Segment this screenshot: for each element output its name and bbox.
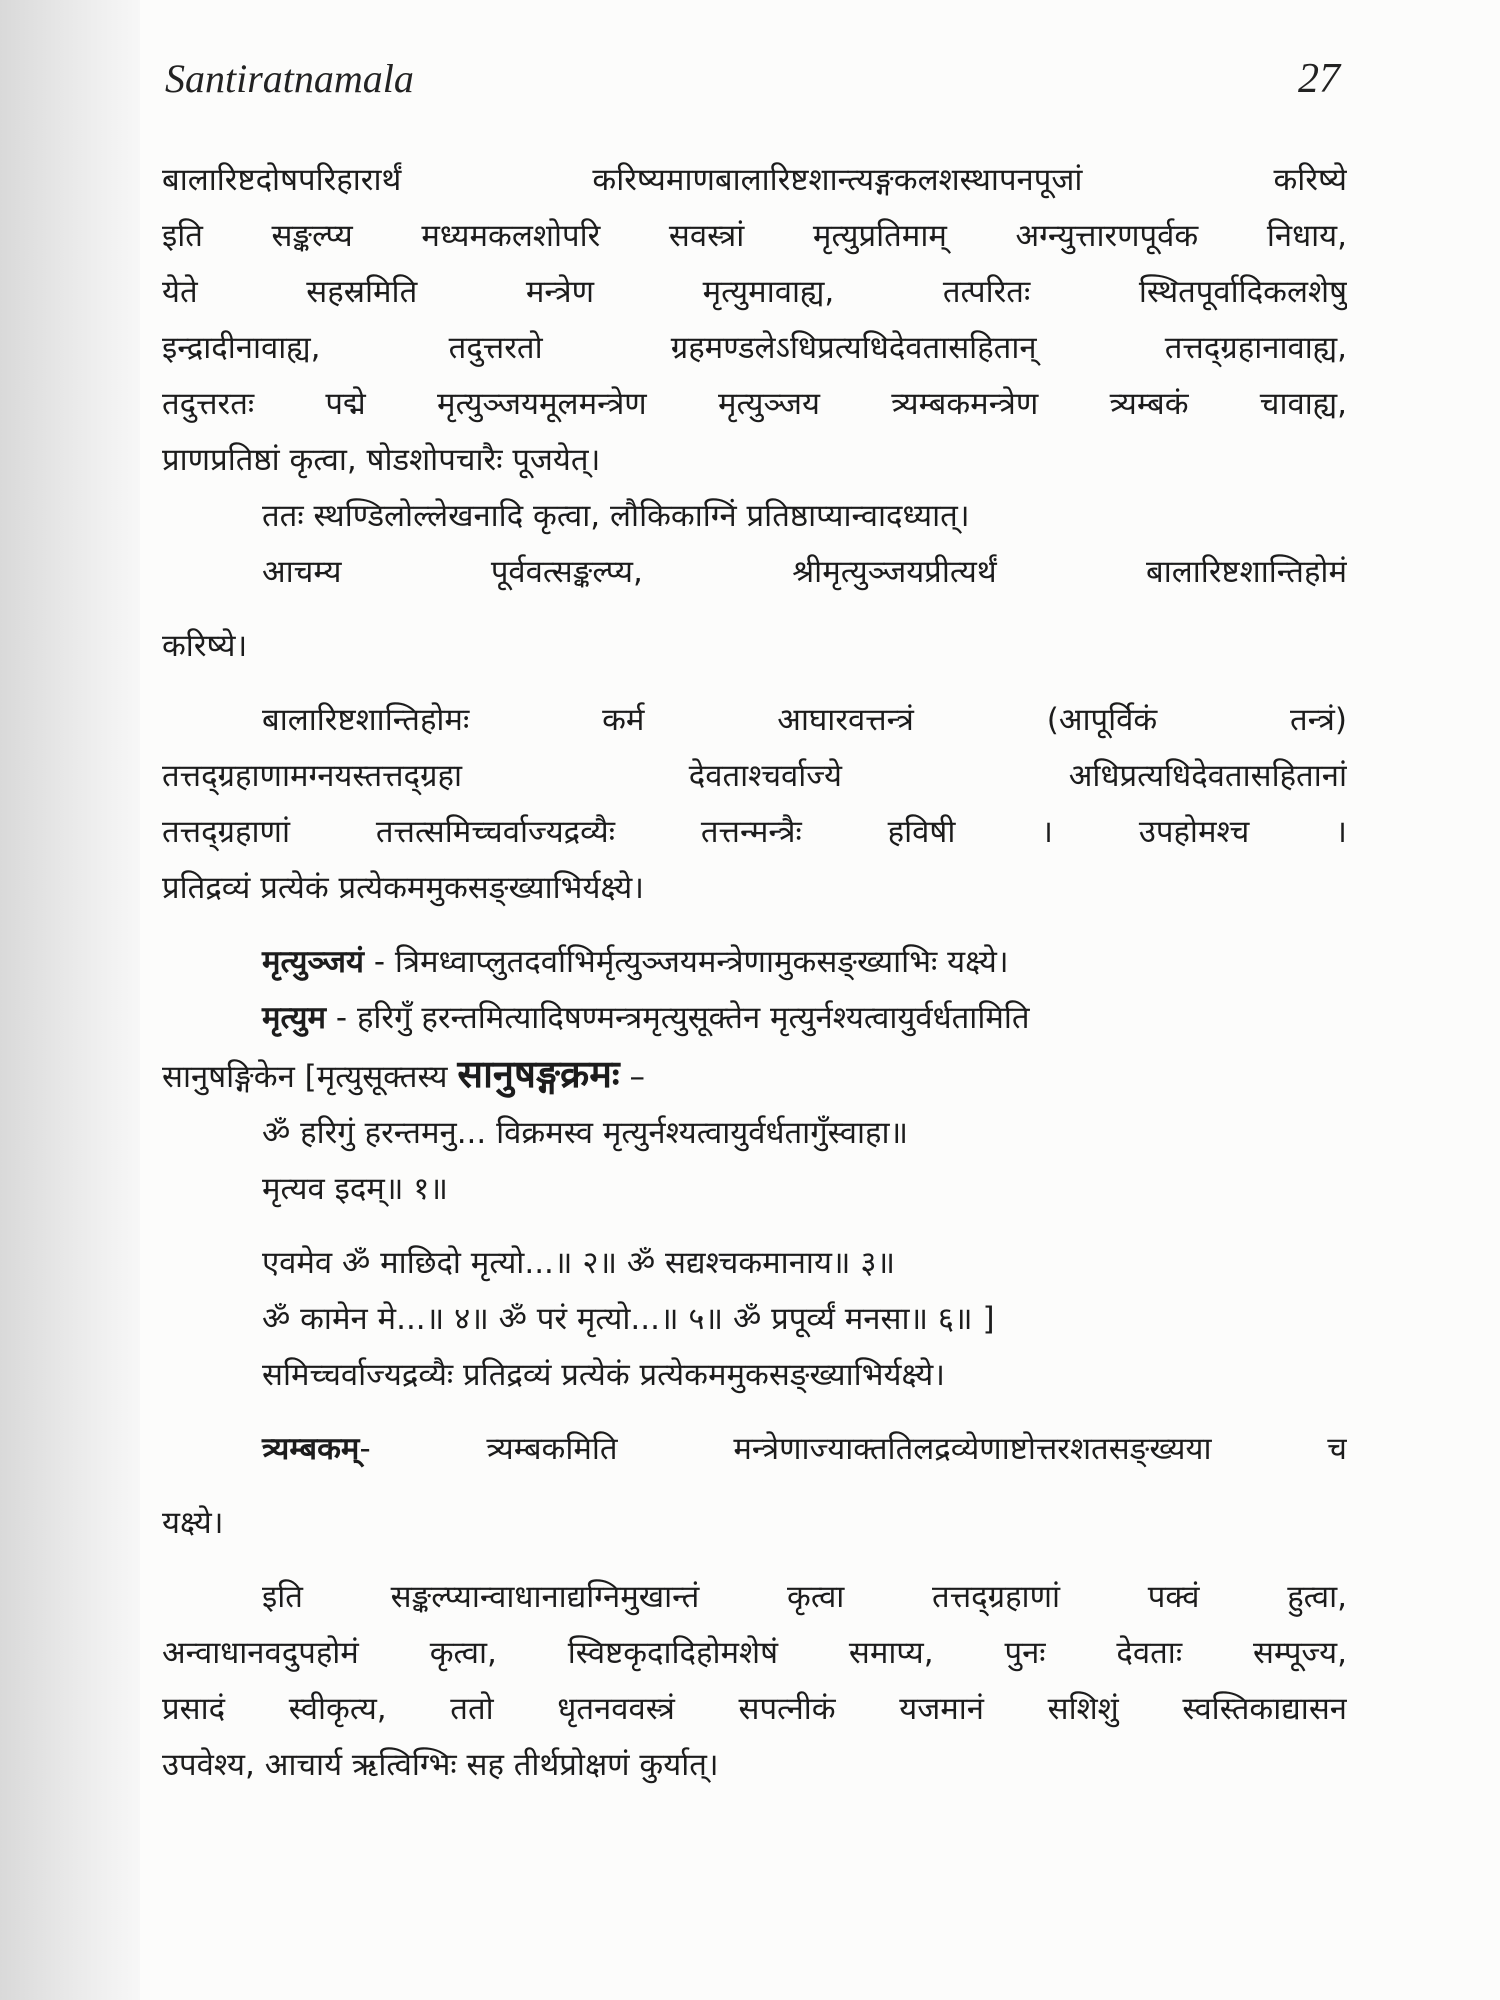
text-line	[162, 1421, 1347, 1477]
paragraph-sankalpa	[162, 152, 1347, 488]
text-line: बालारिष्टशान्तिहोमः कर्म आघारवत्तन्त्रं (आपूर्विकं तन्त्रं)	[262, 702, 1347, 738]
text-line: प्राणप्रतिष्ठां कृत्वा, षोडशोपचारैः पूजयेत्।	[162, 442, 601, 478]
text-line	[162, 934, 1347, 990]
text-line: तत्तद्ग्रहाणां तत्तत्समिच्चर्वाज्यद्रव्यैः तत्तन्मन्त्रैः हविषी । उपहोमश्च ।	[162, 814, 1347, 850]
mantra-line: एवमेव ॐ माछिदो मृत्यो...॥ २॥ ॐ सद्यश्चकमानाय॥ ३॥	[262, 1245, 896, 1281]
text-run: - त्रिमध्वाप्लुतदर्वाभिर्मृत्युञ्जयमन्त्रेणामुकसङ्ख्याभिः यक्ष्ये।	[364, 944, 1009, 980]
term-heading: मृत्युम	[262, 1000, 327, 1036]
paragraph-homa	[162, 692, 1347, 916]
text-run: सानुषङ्गिकेन [मृत्युसूक्तस्य	[162, 1059, 458, 1095]
page-number: 27	[1298, 56, 1340, 102]
running-title: Santiratnamala	[165, 56, 414, 101]
text-line: आचम्य पूर्ववत्सङ्कल्प्य, श्रीमृत्युञ्जयप्रीत्यर्थं बालारिष्टशान्तिहोमं	[262, 554, 1347, 590]
text-line	[162, 1046, 1347, 1105]
mantra-line: ॐ कामेन मे...॥ ४॥ ॐ परं मृत्यो...॥ ५॥ ॐ प्रपूर्व्यं मनसा॥ ६॥ ]	[262, 1301, 995, 1337]
text-line: अन्वाधानवदुपहोमं कृत्वा, स्विष्टकृदादिहोमशेषं समाप्य, पुनः देवताः सम्पूज्य,	[162, 1635, 1347, 1671]
text-line: तत्तद्ग्रहाणामग्नयस्तत्तद्ग्रहा देवताश्चर्वाज्ये अधिप्रत्यधिदेवतासहितानां	[162, 758, 1347, 794]
text-line: यक्ष्ये।	[162, 1505, 224, 1541]
term-heading: त्र्यम्बकम्	[262, 1431, 360, 1467]
paragraph-conclusion	[162, 1569, 1347, 1793]
book-gutter-shadow	[0, 0, 140, 2000]
mantra-block	[162, 1105, 1347, 1403]
mantra-line: समिच्चर्वाज्यद्रव्यैः प्रतिद्रव्यं प्रत्येकं प्रत्येकममुकसङ्ख्याभिर्यक्ष्ये।	[262, 1357, 946, 1393]
text-line: इति सङ्कल्प्यान्वाधानाद्यग्निमुखान्तं कृत्वा तत्तद्ग्रहाणां पक्वं हुत्वा,	[262, 1579, 1347, 1615]
text-run: - हरिगुँ हरन्तमित्यादिषण्मन्त्रमृत्युसूक्तेन मृत्युर्नश्यत्वायुर्वर्धतामिति	[326, 1000, 1030, 1036]
text-line: इन्द्रादीनावाह्य, तदुत्तरतो ग्रहमण्डलेऽधिप्रत्यधिदेवतासहितान् तत्तद्ग्रहानावाह्य,	[162, 330, 1347, 366]
text-line: येते सहस्रमिति मन्त्रेण मृत्युमावाह्य, तत्परितः स्थितपूर्वादिकलशेषु	[162, 274, 1347, 310]
text-line: बालारिष्टदोषपरिहारार्थं करिष्यमाणबालारिष्टशान्त्यङ्गकलशस्थापनपूजां करिष्ये	[162, 162, 1347, 198]
paragraph-tryambakam	[162, 1421, 1347, 1551]
text-line: ततः स्थण्डिलोल्लेखनादि कृत्वा, लौकिकाग्निं प्रतिष्ठाप्यान्वादध्यात्।	[262, 498, 970, 534]
text-line: प्रसादं स्वीकृत्य, ततो धृतनववस्त्रं सपत्नीकं यजमानं सशिशुं स्वस्तिकाद्यासन	[162, 1691, 1347, 1727]
paragraph-mrityum	[162, 990, 1347, 1105]
text-line	[162, 990, 1347, 1046]
text-line: इति सङ्कल्प्य मध्यमकलशोपरि सवस्त्रां मृत्युप्रतिमाम् अग्न्युत्तारणपूर्वक निधाय,	[162, 218, 1347, 254]
term-heading: मृत्युञ्जयं	[262, 944, 364, 980]
section-heading: सानुषङ्गक्रमः	[457, 1052, 620, 1096]
text-line: तदुत्तरतः पद्मे मृत्युञ्जयमूलमन्त्रेण मृत्युञ्जय त्र्यम्बकमन्त्रेण त्र्यम्बकं चावाह्य,	[162, 386, 1347, 422]
paragraph-sthandila	[162, 488, 1347, 544]
page-text	[162, 152, 1347, 1793]
text-run: - त्र्यम्बकमिति मन्त्रेणाज्याक्ततिलद्रव्येणाष्टोत्तरशतसङ्ख्यया च	[359, 1431, 1347, 1467]
text-line: करिष्ये।	[162, 628, 248, 664]
paragraph-achamya	[162, 544, 1347, 674]
paragraph-mrityunjaya	[162, 934, 1347, 990]
mantra-line: मृत्यव इदम्॥ १॥	[262, 1171, 448, 1207]
text-run: –	[619, 1059, 645, 1095]
running-head	[165, 55, 1340, 115]
mantra-line: ॐ हरिगुं हरन्तमनु... विक्रमस्व मृत्युर्नश्यत्वायुर्वर्धतागुँस्वाहा॥	[262, 1115, 909, 1151]
text-line: उपवेश्य, आचार्य ऋत्विग्भिः सह तीर्थप्रोक्षणं कुर्यात्।	[162, 1747, 719, 1783]
text-line: प्रतिद्रव्यं प्रत्येकं प्रत्येकममुकसङ्ख्याभिर्यक्ष्ये।	[162, 870, 644, 906]
